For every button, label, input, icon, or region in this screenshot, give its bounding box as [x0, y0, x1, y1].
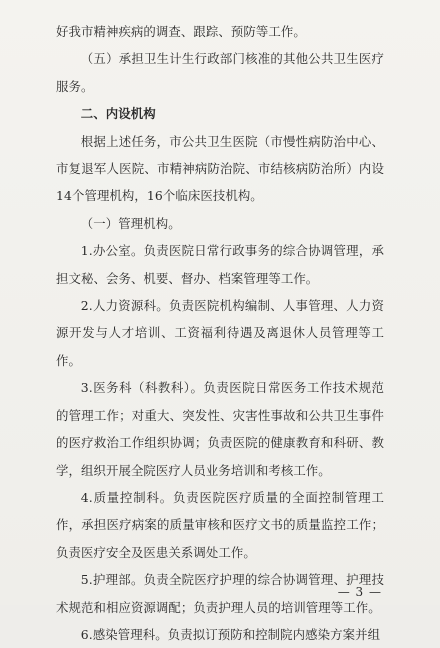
section-heading-internal-institutions: 二、内设机构	[80, 106, 156, 122]
item-nursing: 5.护理部。负责全院医疗护理的综合协调管理、护理技术规范和相应资源调配；负责护理人员的培训管理等工作。	[56, 572, 384, 615]
paragraph-1: 好我市精神疾病的调查、跟踪、预防等工作。	[56, 24, 306, 39]
item-infection-control: 6.感染管理科。负责拟订预防和控制院内感染方案并组	[80, 626, 381, 642]
paragraph-2: （五）承担卫生计生行政部门核准的其他公共卫生医疗服务。	[56, 51, 384, 94]
item-human-resources: 2.人力资源科。负责医院机构编制、人事管理、人力资源开发与人才培训、工资福利待遇及离退休人员管理等工作。	[56, 298, 384, 368]
item-office: 1.办公室。负责医院日常行政事务的综合协调管理，承担文秘、会务、机要、督办、档案管理等工作。	[56, 243, 384, 286]
subheading-management-institutions: （一）管理机构。	[80, 215, 181, 231]
document-body	[56, 18, 384, 648]
item-medical-affairs: 3.医务科（科教科）。负责医院日常医务工作技术规范的管理工作；对重大、突发性、灾害性事故和公共卫生事件的医疗救治工作组织协调；负责医院的健康教育和科研、教学，组织开展全院医疗人员业务培训和考核工作。	[56, 380, 384, 478]
paragraph-4: 根据上述任务，市公共卫生医院（市慢性病防治中心、市复退军人医院、市精神病防治院、市结核病防治所）内设14个管理机构，16个临床医技机构。	[56, 133, 384, 204]
item-quality-control: 4.质量控制科。负责医院医疗质量的全面控制管理工作，承担医疗病案的质量审核和医疗文书的质量监控工作；负责医疗安全及医患关系调处工作。	[56, 489, 384, 560]
page-number: — 3 —	[337, 585, 382, 599]
